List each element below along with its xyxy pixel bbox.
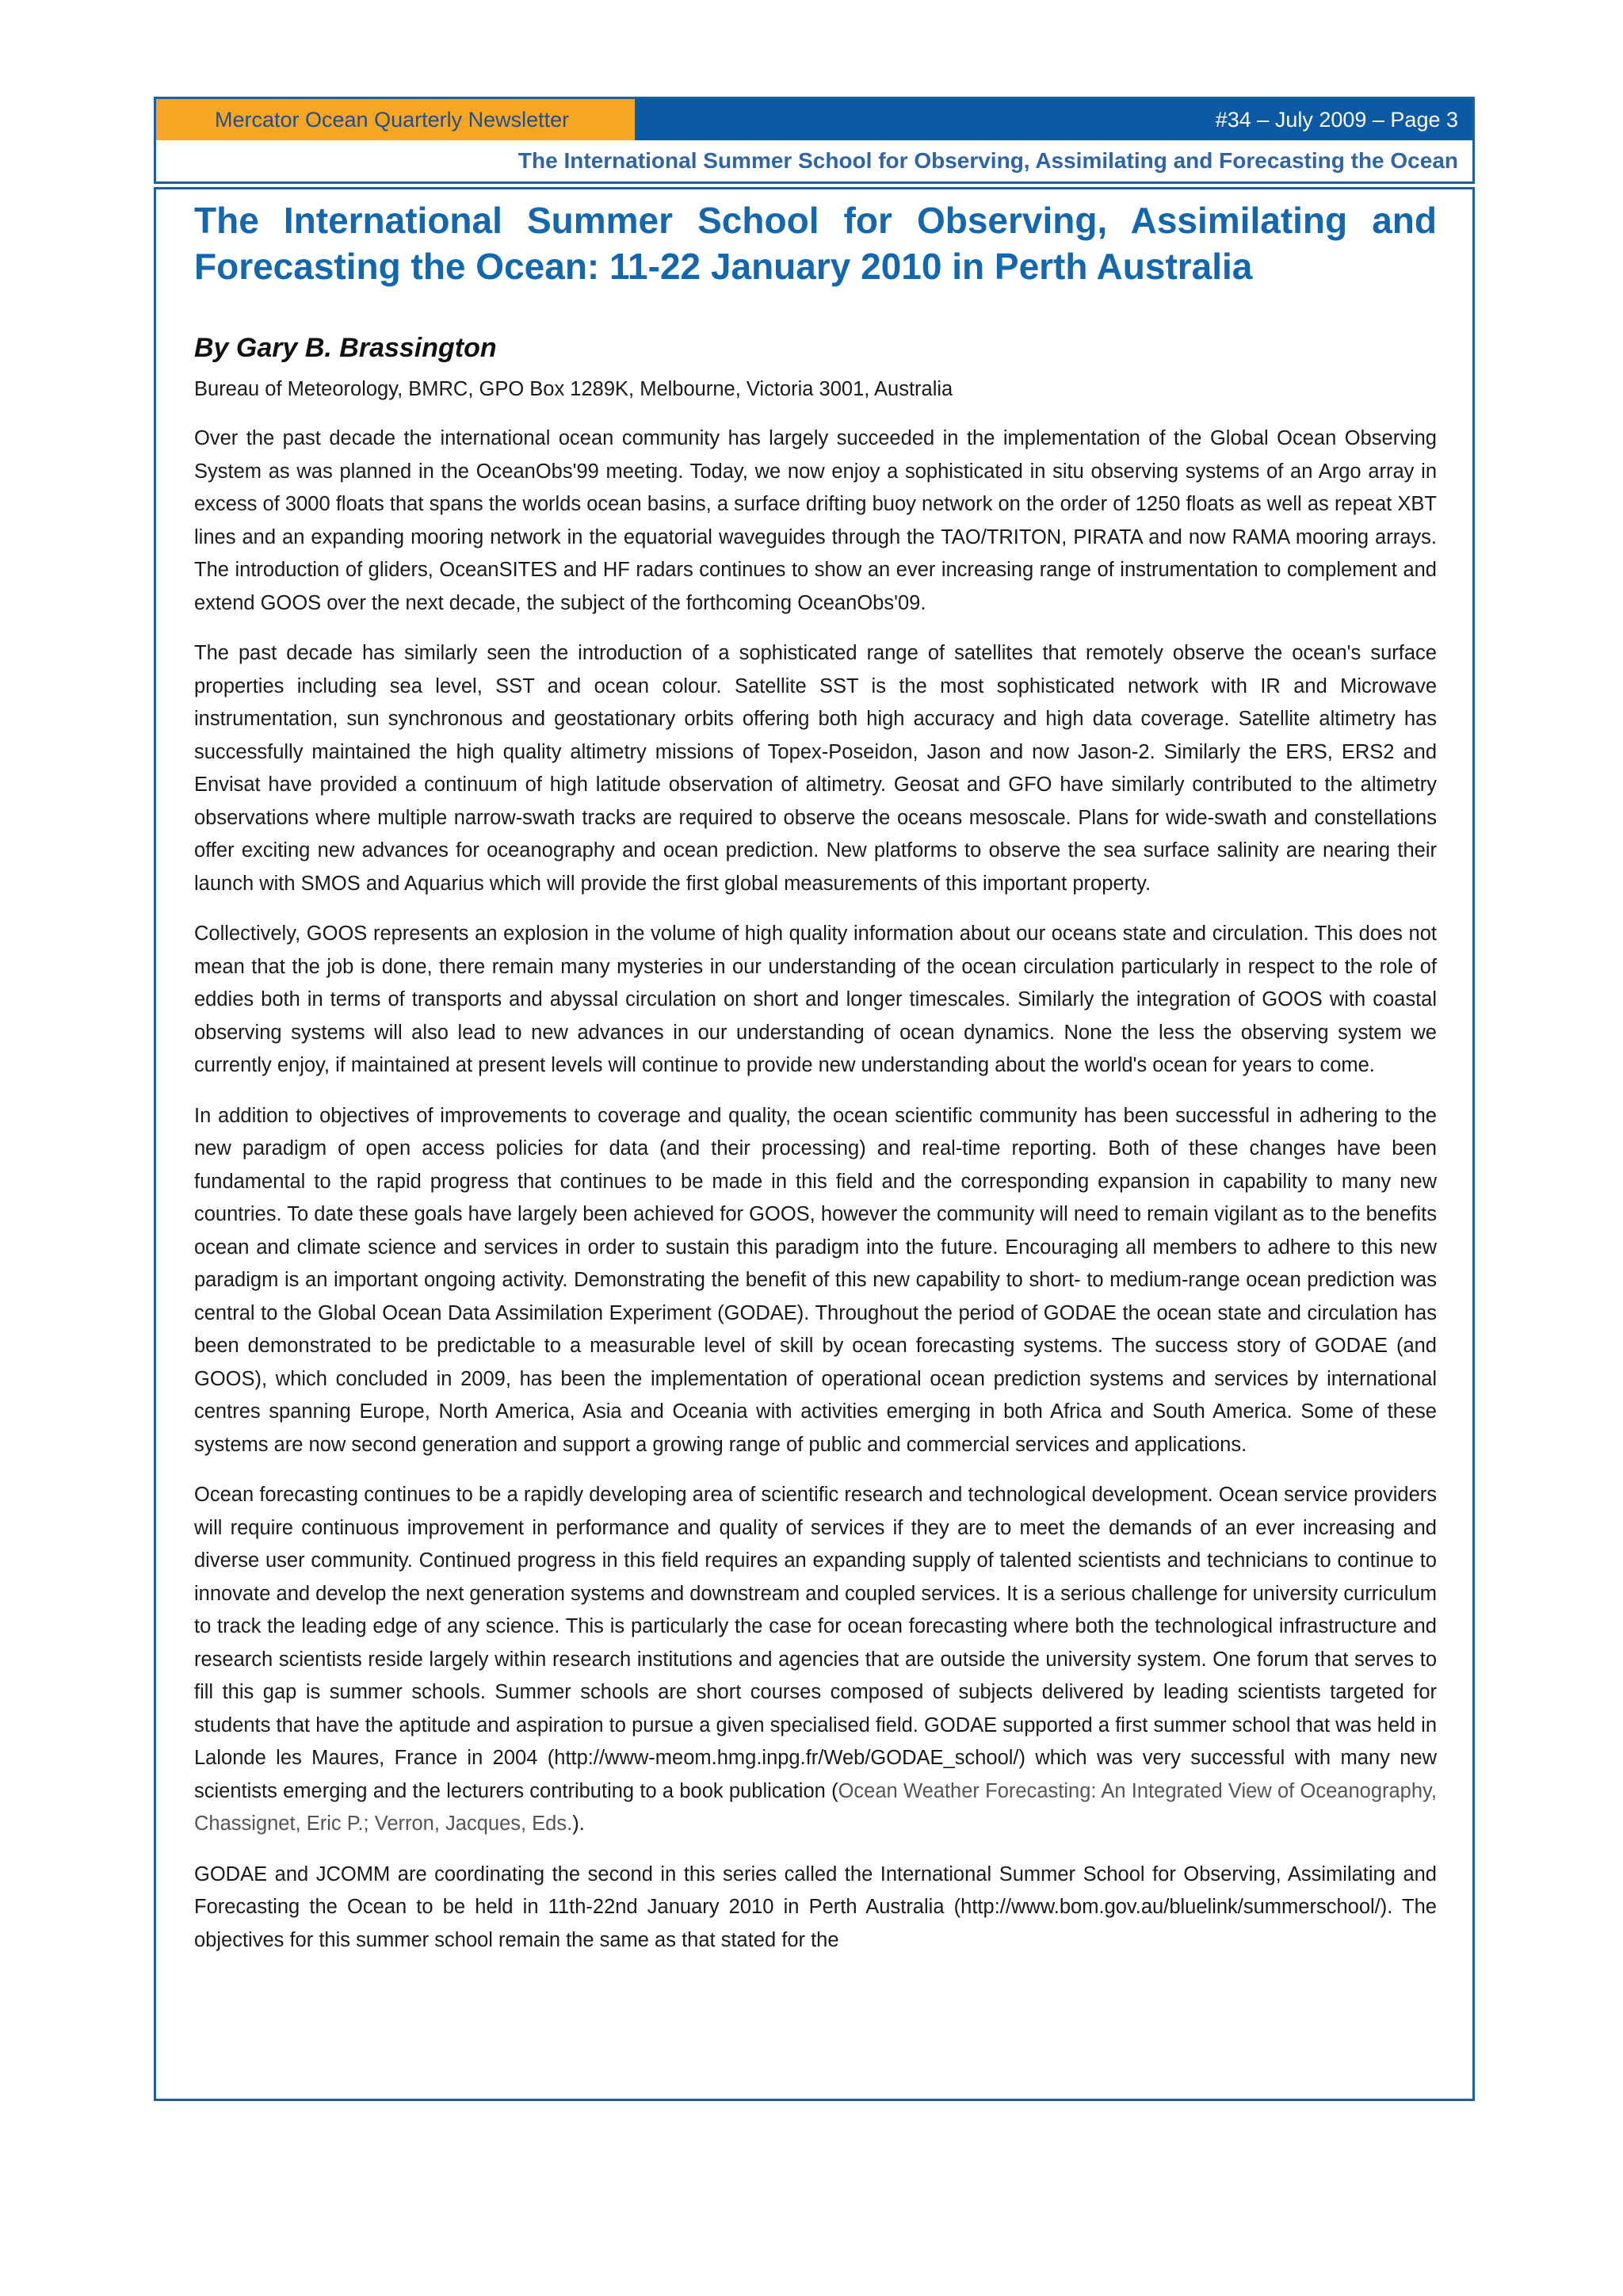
paragraph: Collectively, GOOS represents an explosion in the volume of high quality information about our oceans state and circulation. This does not mean that the job is done, there remain many mysteries in our understanding of the ocean circulation particularly in respect to the role of eddies both in terms of transports and abyssal circulation on short and longer timescales. Similarly the integration of GOOS with coastal observing systems will also lead to new advances in our understanding of ocean dynamics. None the less the observing system we currently enjoy, if maintained at present levels will continue to provide new understanding about the world's ocean for years to come. [194, 923, 1437, 1076]
paragraph: In addition to objectives of improvements to coverage and quality, the ocean scientific community has been successful in adhering to the new paradigm of open access policies for data (and their processing) and real-time reporting. Both of these changes have been fundamental to the rapid progress that continues to be made in this field and the corresponding expansion in capability to many new countries. To date these goals have largely been achieved for GOOS, however the community will need to remain vigilant as to the benefits ocean and climate science and services in order to sustain this paradigm into the future. Encouraging all members to adhere to this new paradigm is an important ongoing activity. Demonstrating the benefit of this new capability to short- to medium-range ocean prediction was central to the Global Ocean Data Assimilation Experiment (GODAE). Throughout the period of GODAE the ocean state and circulation has been demonstrated to be predictable to a measurable level of skill by ocean forecasting systems. The success story of GODAE (and GOOS), which concluded in 2009, has been the implementation of operational ocean prediction systems and services by international centres spanning Europe, North America, Asia and Oceania with activities emerging in both Africa and South America. Some of these systems are now second generation and support a growing range of public and commercial services and applications. [194, 1104, 1437, 1456]
paragraph: Over the past decade the international ocean community has largely succeeded in the implementation of the Global Ocean Observing System as was planned in the OceanObs'99 meeting. Today, we now enjoy a sophisticated in situ observing systems of an Argo array in excess of 3000 floats that spans the worlds ocean basins, a surface drifting buoy network on the order of 1250 floats as well as repeat XBT lines and an expanding mooring network in the equatorial waveguides through the TAO/TRITON, PIRATA and now RAMA mooring arrays. The introduction of gliders, OceanSITES and HF radars continues to show an ever increasing range of instrumentation to complement and extend GOOS over the next decade, the subject of the forthcoming OceanObs'09. [194, 427, 1437, 614]
paragraph-text: Ocean forecasting continues to be a rapidly developing area of scientific research and technological development. Ocean service providers will require continuous improvement in performance and quality of services if they are to meet the demands of an ever increasing and diverse user community. Continued progress in this field requires an expanding supply of talented scientists and technicians to continue to innovate and develop the next generation systems and downstream and coupled services. It is a serious challenge for university curriculum to track the leading edge of any science. This is particularly the case for ocean forecasting where both the technological infrastructure and research scientists reside largely within research institutions and agencies that are outside the university system. One forum that serves to fill this gap is summer schools. Summer schools are short courses composed of subjects delivered by leading scientists targeted for students that have the aptitude and aspiration to pursue a given specialised field. GODAE supported a first summer school that was held in Lalonde les Maures, France in 2004 (http://www-meom.hmg.inpg.fr/Web/GODAE_school/) which was very successful with many new scientists emerging and the lecturers contributing to a book publication ( [194, 1484, 1437, 1802]
article-body [194, 189, 1437, 1957]
newsletter-name: Mercator Ocean Quarterly Newsletter [215, 108, 570, 132]
issue-page-label: #34 – July 2009 – Page 3 [1215, 108, 1458, 132]
article-title: The International Summer School for Observing, Assimilating and Forecasting the Ocean: 11-22 January 2010 in Perth Australia [194, 200, 1437, 287]
paragraph-with-citation [194, 1479, 1437, 1841]
article-author: By Gary B. Brassington [194, 333, 497, 363]
newsletter-header [154, 97, 1475, 184]
book-citation: Ocean Weather Forecasting: An Integrated View of Oceanography, Chassignet, Eric P.; Verron, Jacques, Eds. [194, 1779, 1437, 1835]
paragraph: GODAE and JCOMM are coordinating the second in this series called the International Summer School for Observing, Assimilating and Forecasting the Ocean to be held in 11th-22nd January 2010 in Perth Australia (http://www.bom.gov.au/bluelink/summerschool/). The objectives for this summer school remain the same as that stated for the [194, 1862, 1437, 1951]
section-subtitle: The International Summer School for Observing, Assimilating and Forecasting the Ocean [517, 148, 1458, 173]
author-affiliation: Bureau of Meteorology, BMRC, GPO Box 1289K, Melbourne, Victoria 3001, Australia [194, 378, 953, 400]
article-frame [154, 187, 1475, 2101]
paragraph: The past decade has similarly seen the introduction of a sophisticated range of satellites that remotely observe the ocean's surface properties including sea level, SST and ocean colour. Satellite SST is the most sophisticated network with IR and Microwave instrumentation, sun synchronous and geostationary orbits offering both high accuracy and high data coverage. Satellite altimetry has successfully maintained the high quality altimetry missions of Topex-Poseidon, Jason and now Jason-2. Similarly the ERS, ERS2 and Envisat have provided a continuum of high latitude observation of altimetry. Geosat and GFO have similarly contributed to the altimetry observations where multiple narrow-swath tracks are required to observe the oceans mesoscale. Plans for wide-swath and constellations offer exciting new advances for oceanography and ocean prediction. New platforms to observe the sea surface salinity are nearing their launch with SMOS and Aquarius which will provide the first global measurements of this important property. [194, 642, 1437, 895]
citation-close: ). [572, 1813, 585, 1835]
